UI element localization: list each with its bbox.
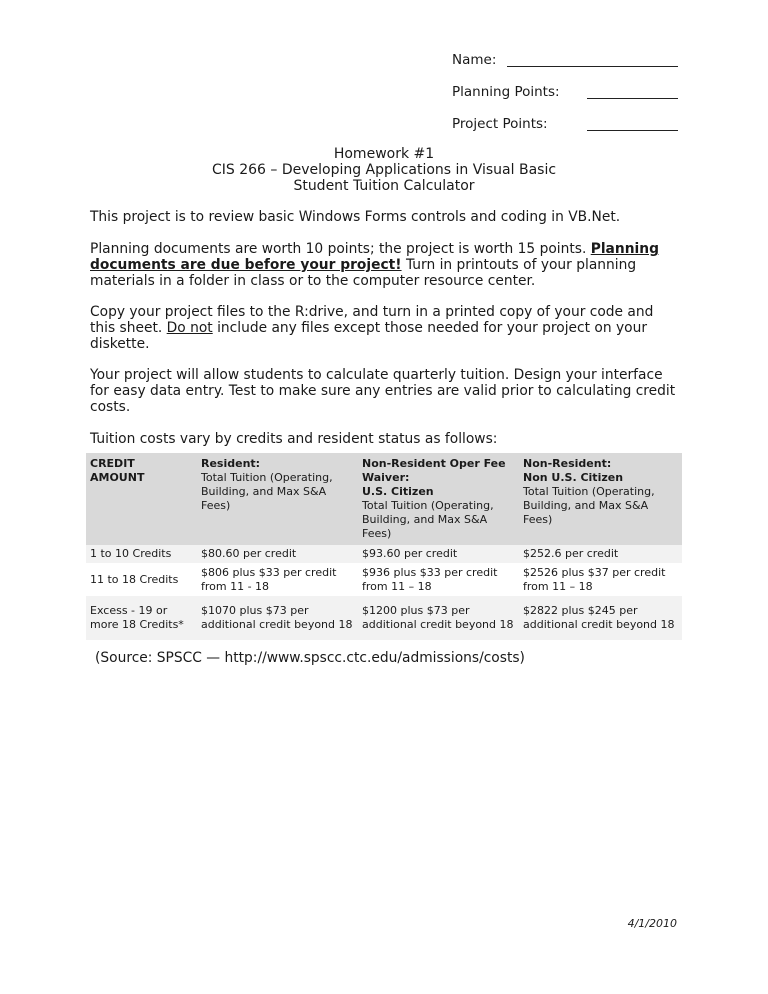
planning-text-c: Turn in printouts of your planning materials in a folder in class or to the computer resource center. — [90, 257, 637, 289]
submission-text-a: Copy your project files to the R:drive, and turn in a printed copy of your code and this sheet. — [90, 304, 654, 336]
header-amount: AMOUNT — [90, 471, 145, 484]
name-label: Name: — [452, 52, 497, 68]
cell-nonresident-us: $936 plus $33 per credit from 11 – 18 — [362, 565, 498, 593]
project-title: Student Tuition Calculator — [293, 178, 475, 194]
source-citation: (Source: SPSCC — http://www.spscc.ctc.edu/admissions/costs) — [95, 650, 525, 666]
table-row — [86, 563, 682, 596]
header-nonresident-us-title: Non-Resident Oper Fee Waiver: — [362, 457, 506, 484]
cell-resident: $1070 plus $73 per additional credit beyond 18 — [201, 604, 353, 631]
cell-resident: $80.60 per credit — [201, 547, 297, 560]
requirements-paragraph: Your project will allow students to calculate quarterly tuition. Design your interface for easy data entry. Test to make sure any entries are valid prior to calculating credit costs. — [90, 367, 676, 415]
header-nonresident-us-desc: Total Tuition (Operating, Building, and Max S&A Fees) — [362, 499, 494, 540]
table-header-row — [86, 453, 682, 545]
tuition-intro: Tuition costs vary by credits and resident status as follows: — [90, 431, 498, 447]
project-points-label: Project Points: — [452, 116, 548, 132]
table-row — [86, 545, 682, 563]
intro-paragraph: This project is to review basic Windows Forms controls and coding in VB.Net. — [90, 209, 621, 225]
planning-deadline-emphasis: Planning documents are due before your project! — [90, 241, 659, 273]
header-us-citizen: U.S. Citizen — [362, 485, 434, 498]
planning-points-line — [587, 98, 678, 99]
tuition-table — [86, 453, 682, 640]
cell-credits: Excess - 19 or more 18 Credits* — [90, 604, 184, 631]
cell-resident: $806 plus $33 per credit from 11 - 18 — [201, 565, 337, 593]
header-nonresident-title: Non-Resident: — [523, 457, 612, 470]
header-nonresident-nonus-desc: Total Tuition (Operating, Building, and Max S&A Fees) — [523, 485, 655, 526]
do-not-emphasis: Do not — [166, 320, 213, 336]
project-points-line — [587, 130, 678, 131]
cell-credits: 11 to 18 Credits — [90, 572, 179, 586]
header-resident-title: Resident: — [201, 457, 261, 470]
table-row — [86, 596, 682, 640]
homework-title: Homework #1 — [333, 146, 435, 162]
planning-points-label: Planning Points: — [452, 84, 560, 100]
cell-nonresident-nonus: $2526 plus $37 per credit from 11 – 18 — [523, 565, 666, 593]
header-resident-desc: Total Tuition (Operating, Building, and Max S&A Fees) — [201, 471, 333, 512]
course-title: CIS 266 – Developing Applications in Visual Basic — [211, 162, 557, 178]
name-line — [507, 66, 678, 67]
header-credit: CREDIT — [90, 457, 135, 470]
header-credit-amount — [86, 453, 197, 545]
header-non-us-citizen: Non U.S. Citizen — [523, 471, 624, 484]
planning-paragraph — [90, 241, 680, 289]
cell-credits: 1 to 10 Credits — [90, 547, 172, 560]
submission-paragraph — [90, 304, 680, 352]
header-nonresident-us — [358, 453, 519, 545]
header-resident — [197, 453, 358, 545]
cell-nonresident-us: $1200 plus $73 per additional credit beyond 18 — [362, 604, 514, 631]
cell-nonresident-us: $93.60 per credit — [362, 547, 458, 560]
cell-nonresident-nonus: $252.6 per credit — [523, 547, 619, 560]
document-date: 4/1/2010 — [627, 917, 677, 930]
cell-nonresident-nonus: $2822 plus $245 per additional credit beyond 18 — [523, 604, 675, 631]
header-nonresident-nonus — [519, 453, 682, 545]
planning-text-a: Planning documents are worth 10 points; the project is worth 15 points. — [90, 241, 591, 257]
submission-text-c: include any files except those needed for your project on your diskette. — [90, 320, 647, 352]
